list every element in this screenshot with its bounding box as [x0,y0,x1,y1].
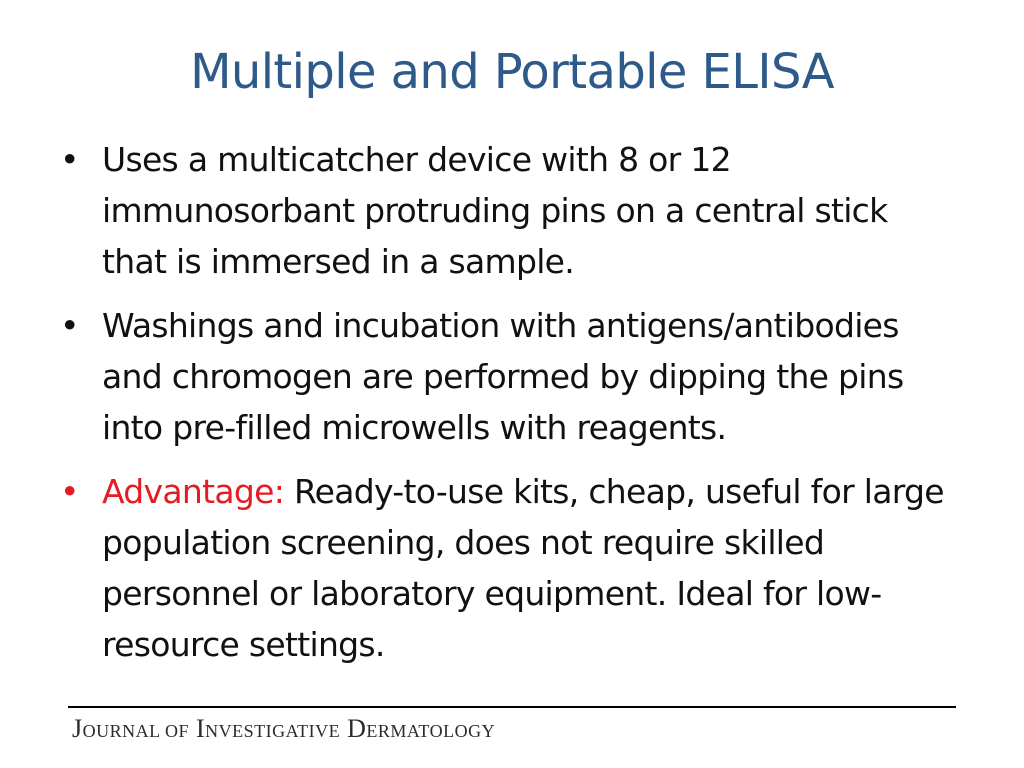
bullet-text: Ready-to-use kits, cheap, useful for large population screening, does not require skilled personnel or laboratory equipment. Ideal for low-resource settings. [102,472,944,664]
bullet-icon: • [60,140,79,179]
journal-logo-text: JOURNAL OF INVESTIGATIVE DERMATOLOGY [72,714,496,743]
slide-title: Multiple and Portable ELISA [190,44,834,100]
bullet-text: Washings and incubation with antigens/antibodies and chromogen are performed by dipping the pins into pre-filled microwells with reagents. [102,306,904,447]
bullet-item [60,300,960,453]
bullet-icon: • [60,306,79,345]
bullet-item-advantage [60,466,960,670]
bullet-item [60,134,960,287]
journal-logo [72,714,495,746]
bullet-text: Uses a multicatcher device with 8 or 12 immunosorbant protruding pins on a central stick that is immersed in a sample. [102,140,888,281]
advantage-label: Advantage: [102,472,285,511]
footer-divider [68,706,956,708]
bullet-icon: • [60,472,79,511]
bullet-list [60,134,960,683]
